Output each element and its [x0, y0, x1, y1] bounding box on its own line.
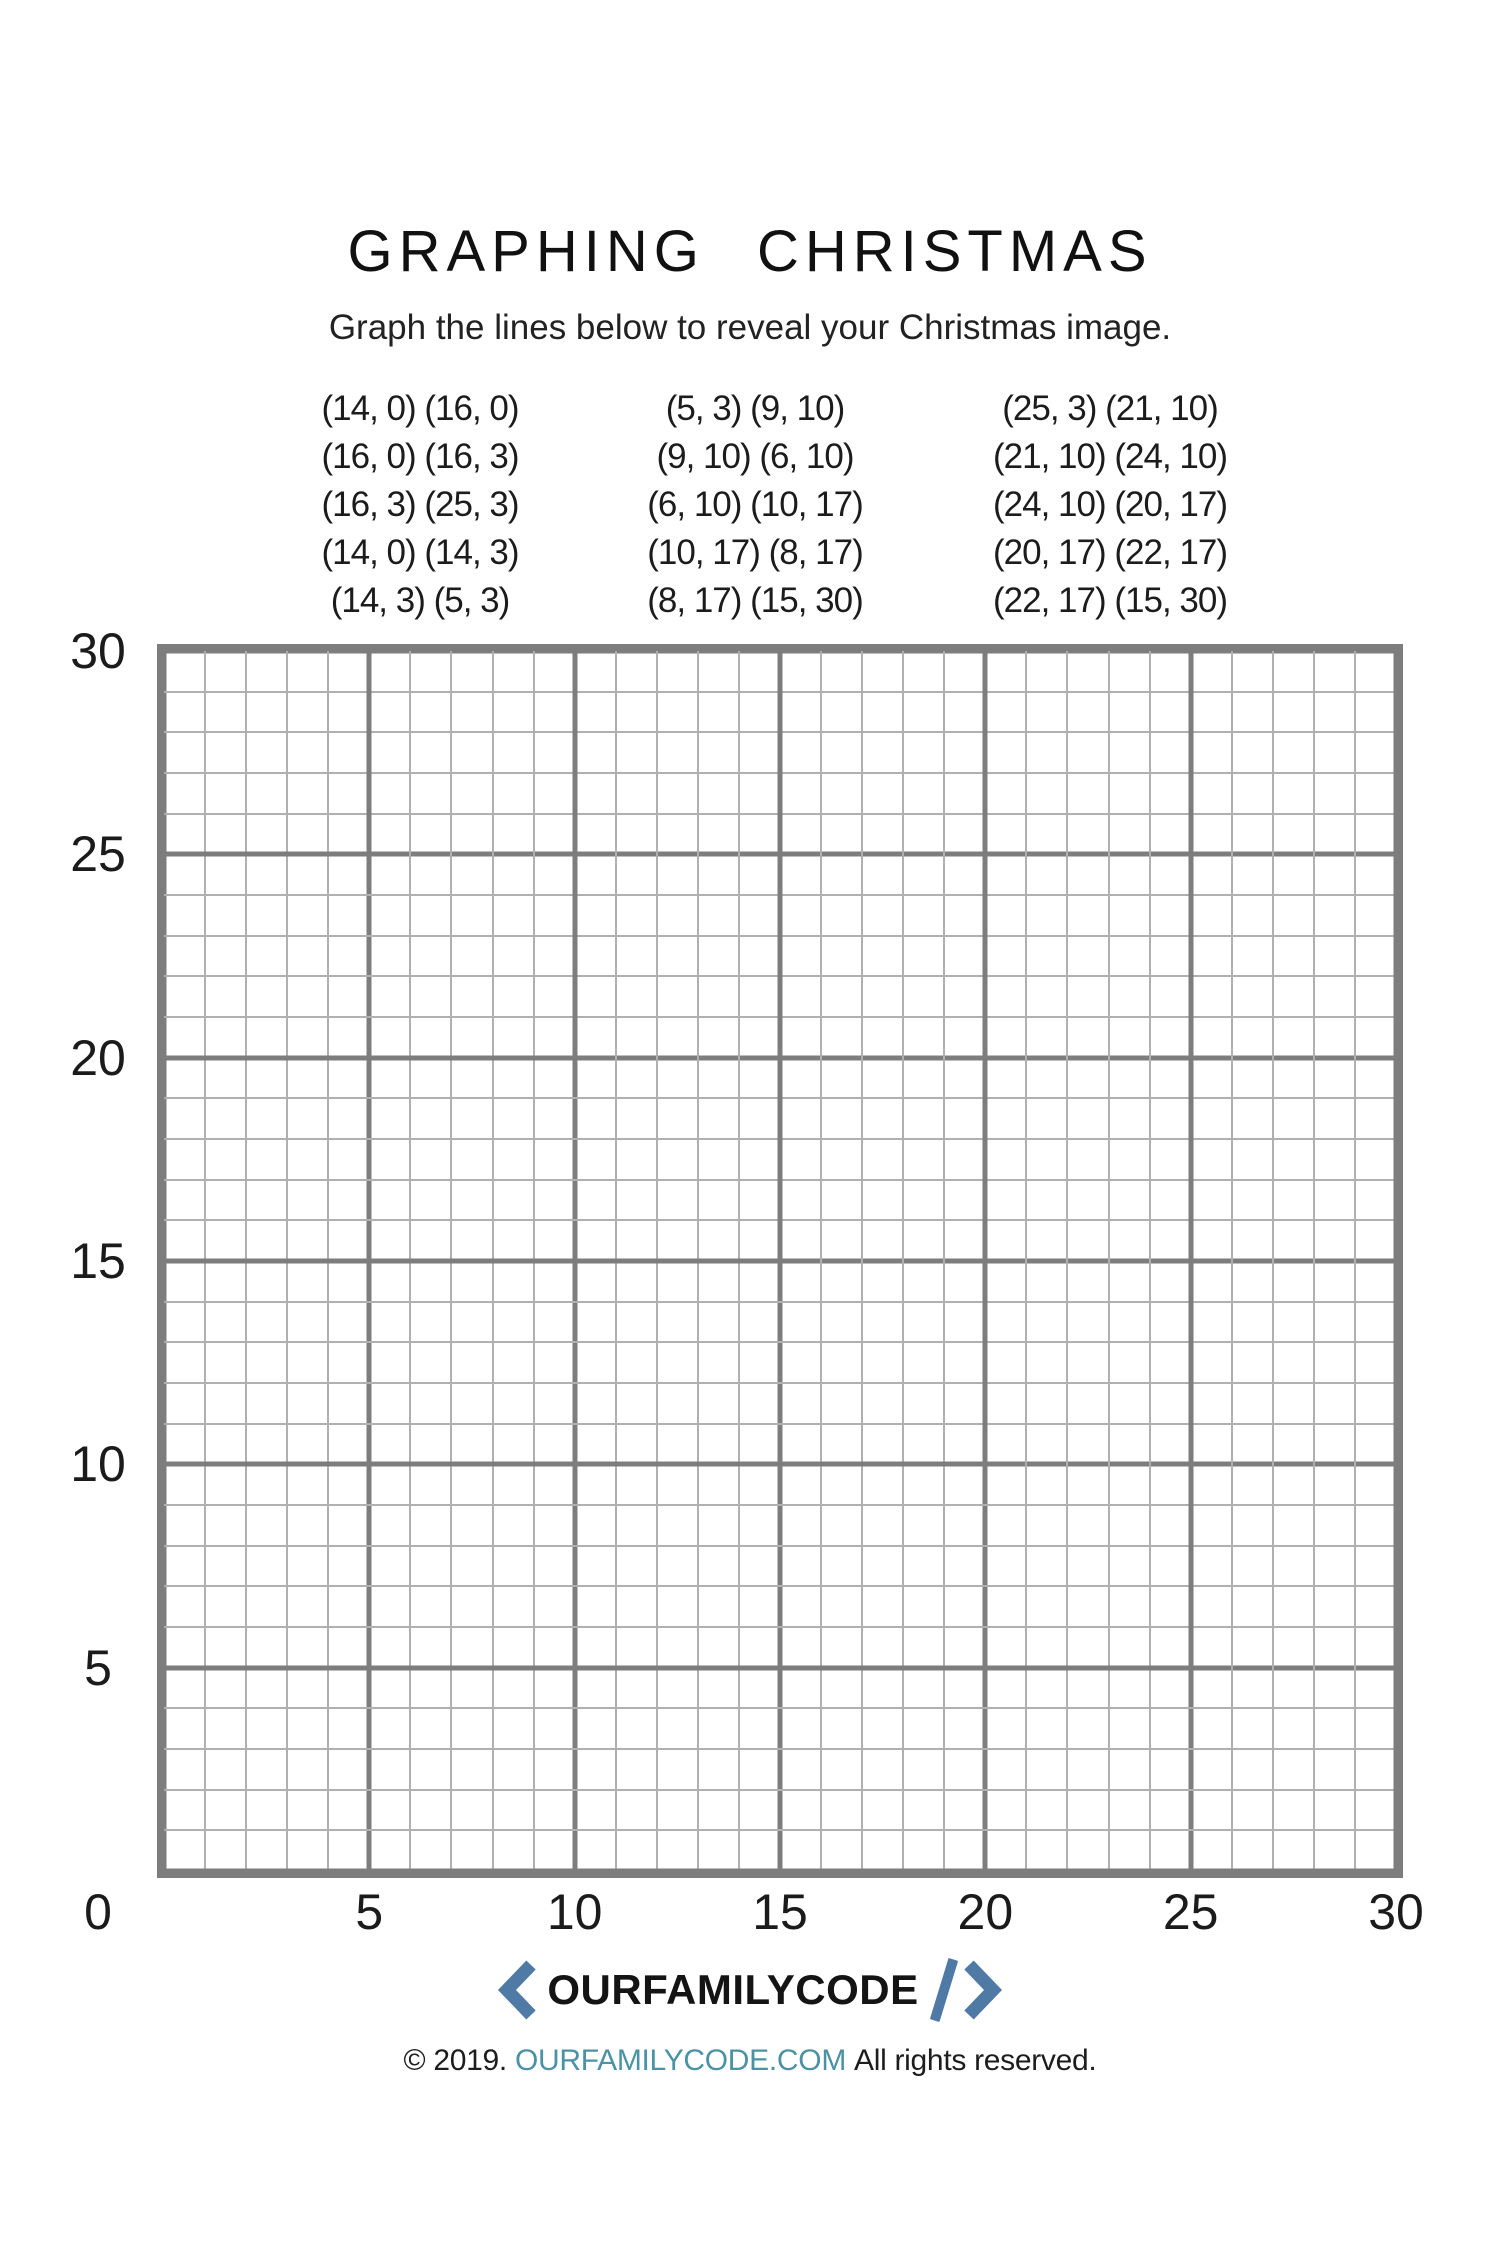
coordinate-pair: (14, 0) (16, 0): [321, 389, 519, 428]
coordinate-pair: (25, 3) (21, 10): [1002, 389, 1218, 428]
grid-minor-vline: [1108, 651, 1110, 1871]
coordinate-pair: (21, 10) (24, 10): [993, 437, 1227, 476]
coordinate-pair: (8, 17) (15, 30): [647, 581, 863, 620]
copyright-prefix: © 2019.: [403, 2044, 507, 2077]
grid-minor-vline: [943, 651, 945, 1871]
grid-minor-vline: [902, 651, 904, 1871]
x-axis-tick-label: 20: [957, 1884, 1014, 1940]
coordinate-pair: (20, 17) (22, 17): [993, 533, 1227, 572]
y-axis-tick-label: 10: [70, 1436, 126, 1493]
grid-major-vline: [1188, 651, 1193, 1871]
grid-major-hline: [164, 1869, 1396, 1872]
x-axis-tick-label: 15: [752, 1884, 808, 1940]
coordinate-pair: (16, 3) (25, 3): [321, 485, 519, 524]
grid-minor-hline: [164, 1341, 1396, 1343]
y-axis-tick-label: 20: [70, 1029, 126, 1086]
coordinate-pair: (5, 3) (9, 10): [665, 389, 845, 428]
grid-minor-vline: [1354, 651, 1356, 1871]
grid-major-hline: [164, 1665, 1396, 1670]
grid-minor-hline: [164, 1789, 1396, 1791]
coordinate-pair: (16, 0) (16, 3): [321, 437, 519, 476]
grid-lines: [164, 651, 1396, 1871]
page-title: GRAPHING CHRISTMAS: [347, 219, 1153, 284]
right-angle-bracket-icon: [963, 1960, 1003, 2020]
coordinate-column-1: [321, 385, 518, 625]
grid-major-hline: [164, 1462, 1396, 1467]
y-axis-tick-label: 15: [70, 1233, 126, 1289]
grid-minor-vline: [1313, 651, 1315, 1871]
coordinate-pair: (10, 17) (8, 17): [647, 533, 863, 572]
graph-grid: [157, 644, 1403, 1878]
grid-minor-vline: [1025, 651, 1027, 1871]
grid-minor-vline: [1272, 651, 1274, 1871]
grid-minor-hline: [164, 1585, 1396, 1587]
coordinate-column-2: [647, 385, 863, 625]
grid-minor-vline: [820, 651, 822, 1871]
x-axis-tick-label: 10: [546, 1884, 603, 1940]
grid-minor-vline: [1231, 651, 1233, 1871]
instructions-text: Graph the lines below to reveal your Christmas image.: [328, 308, 1172, 347]
grid-minor-hline: [164, 1707, 1396, 1709]
grid-minor-hline: [164, 1545, 1396, 1547]
grid-minor-hline: [164, 1748, 1396, 1750]
grid-minor-hline: [164, 1504, 1396, 1506]
y-axis-tick-label: 5: [84, 1639, 112, 1696]
grid-minor-vline: [1149, 651, 1151, 1871]
grid-major-vline: [1394, 651, 1397, 1871]
coordinate-pair: (6, 10) (10, 17): [647, 485, 863, 524]
brand-logo-text: OURFAMILYCODE: [547, 1966, 919, 2013]
x-axis-tick-label: 30: [1368, 1884, 1424, 1940]
x-axis-tick-label: 5: [355, 1884, 384, 1940]
coordinate-pair: (9, 10) (6, 10): [656, 437, 854, 476]
coordinate-pair: (14, 0) (14, 3): [321, 533, 519, 572]
coordinate-pair: (22, 17) (15, 30): [993, 581, 1227, 620]
copyright-line: [0, 2044, 1500, 2078]
grid-minor-hline: [164, 1423, 1396, 1425]
y-axis-tick-label: 30: [70, 623, 126, 679]
grid-major-vline: [983, 651, 988, 1871]
grid-minor-vline: [861, 651, 863, 1871]
brand-logo: [0, 1958, 1500, 2022]
left-angle-bracket-icon: [497, 1960, 537, 2020]
grid-minor-hline: [164, 1382, 1396, 1384]
x-axis-tick-label: 25: [1162, 1884, 1219, 1940]
copyright-suffix: All rights reserved.: [854, 2044, 1097, 2077]
grid-minor-hline: [164, 1301, 1396, 1303]
coordinate-pair: (24, 10) (20, 17): [993, 485, 1227, 524]
grid-minor-vline: [1066, 651, 1068, 1871]
grid-minor-hline: [164, 1626, 1396, 1628]
slash-icon: [930, 1958, 958, 2022]
site-link[interactable]: OURFAMILYCODE.COM: [514, 2044, 847, 2077]
grid-major-hline: [164, 1259, 1396, 1264]
origin-tick-label: 0: [84, 1884, 112, 1940]
coordinate-column-3: [993, 385, 1227, 625]
coordinate-pair: (14, 3) (5, 3): [330, 581, 510, 620]
grid-minor-hline: [164, 1829, 1396, 1831]
y-axis-tick-label: 25: [70, 826, 126, 883]
